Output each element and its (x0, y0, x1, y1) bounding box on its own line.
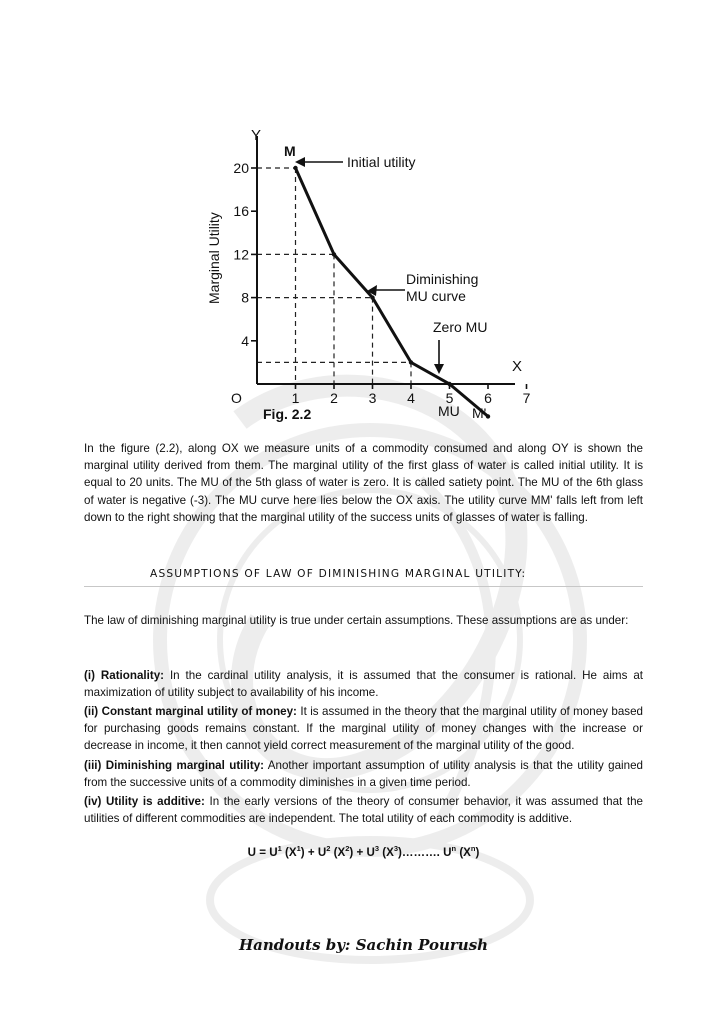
assumption-item-2 (84, 703, 643, 755)
assumption-item-4 (84, 793, 643, 827)
arrowhead-initial-utility (295, 157, 305, 167)
point-m-label: M (284, 143, 296, 159)
annotation-diminishing-2: MU curve (406, 288, 466, 304)
assumption-3-text: Another important assumption of utility analysis is that the utility gained from the successive units of a commodity diminishes in a given time period. (84, 759, 643, 790)
x-axis-letter: X (512, 358, 523, 375)
assumption-2-label: (ii) Constant marginal utility of money: (84, 705, 297, 718)
figure-explanation: In the figure (2.2), along OX we measure units of a commodity consumed and along OY is shown the marginal utility derived from them. The marginal utility of the first glass of water is called initial utility. It is equal to 20 units. The MU of the 5th glass of water is zero. It is called satiety point. The MU of the 6th glass of water is negative (-3). The MU curve here lies below the OX axis. The utility curve MM' falls left from left down to the right showing that the marginal utility of the success units of glasses of water is falling. (84, 442, 643, 524)
heading-divider (84, 586, 643, 587)
annotation-initial-utility: Initial utility (347, 154, 416, 170)
assumption-3-label: (iii) Diminishing marginal utility: (84, 759, 265, 772)
assumption-4-label: (iv) Utility is additive: (84, 795, 205, 808)
figure-2-2 (195, 128, 535, 426)
x-tick-label-2: 2 (330, 390, 338, 406)
data-point-1 (293, 166, 297, 170)
origin-label: O (231, 390, 242, 406)
x-tick-label-3: 3 (368, 390, 377, 406)
assumption-item-3 (84, 757, 643, 791)
x-tick-label-4: 4 (407, 390, 415, 406)
y-tick-label-1: 4 (241, 332, 249, 349)
assumption-4-text: In the early versions of the theory of consumer behavior, it was assumed that the utilities of different commodities are independent. The total utility of each commodity is additive. (84, 795, 643, 826)
data-point-6 (486, 414, 490, 418)
x-tick-label-6: 6 (484, 390, 492, 406)
figure-caption: Fig. 2.2 (263, 406, 312, 422)
y-tick-label-5: 20 (233, 160, 249, 176)
x-tick-label-5: 5 (445, 390, 454, 406)
dashed-guides (257, 168, 411, 384)
data-point-2 (332, 252, 336, 256)
x-tick-label-7: 7 (522, 390, 531, 406)
y-axis-letter: Y (251, 128, 262, 144)
y-axis-title: Marginal Utility (206, 212, 222, 304)
point-mu-label: MU (438, 403, 460, 419)
y-tick-label-2: 8 (241, 289, 249, 306)
intro-paragraph: The law of diminishing marginal utility is true under certain assumptions. These assumptions are as under: (84, 614, 629, 627)
section-heading: ASSUMPTIONS OF LAW OF DIMINISHING MARGINAL UTILITY: (150, 568, 527, 580)
point-m-prime-label: M' (472, 405, 487, 421)
assumption-2-text: It is assumed in the theory that the marginal utility of money based for purchasing goods remains constant. If the marginal utility of money changes with the increase or decrease in income, it then cannot yield correct measurement of the marginal utility of the good. (84, 705, 643, 753)
data-point-3 (370, 295, 374, 299)
annotation-zero-mu: Zero MU (433, 319, 488, 335)
mu-chart (195, 128, 535, 426)
total-utility-formula: $U = U^1$ $(X^1) + U^2$ $(X^2) + U^3$ $(X^3)\dots\dots\dots$. $U^n$ $(X^n)$ (247, 844, 480, 859)
assumption-1-label: (i) Rationality: (84, 669, 165, 682)
footer-credit: Handouts by: Sachin Pourush (238, 936, 489, 954)
arrowhead-zero-mu (434, 364, 444, 374)
annotation-diminishing-1: Diminishing (406, 271, 479, 287)
x-tick-label-1: 1 (291, 390, 300, 406)
assumption-1-text: In the cardinal utility analysis, it is assumed that the consumer is rational. He aims at maximization of utility subject to availability of his income. (84, 669, 643, 700)
data-point-4 (409, 360, 413, 364)
y-tick-label-3: 12 (233, 246, 249, 263)
assumption-item-1 (84, 667, 643, 701)
y-tick-label-4: 16 (233, 203, 249, 220)
